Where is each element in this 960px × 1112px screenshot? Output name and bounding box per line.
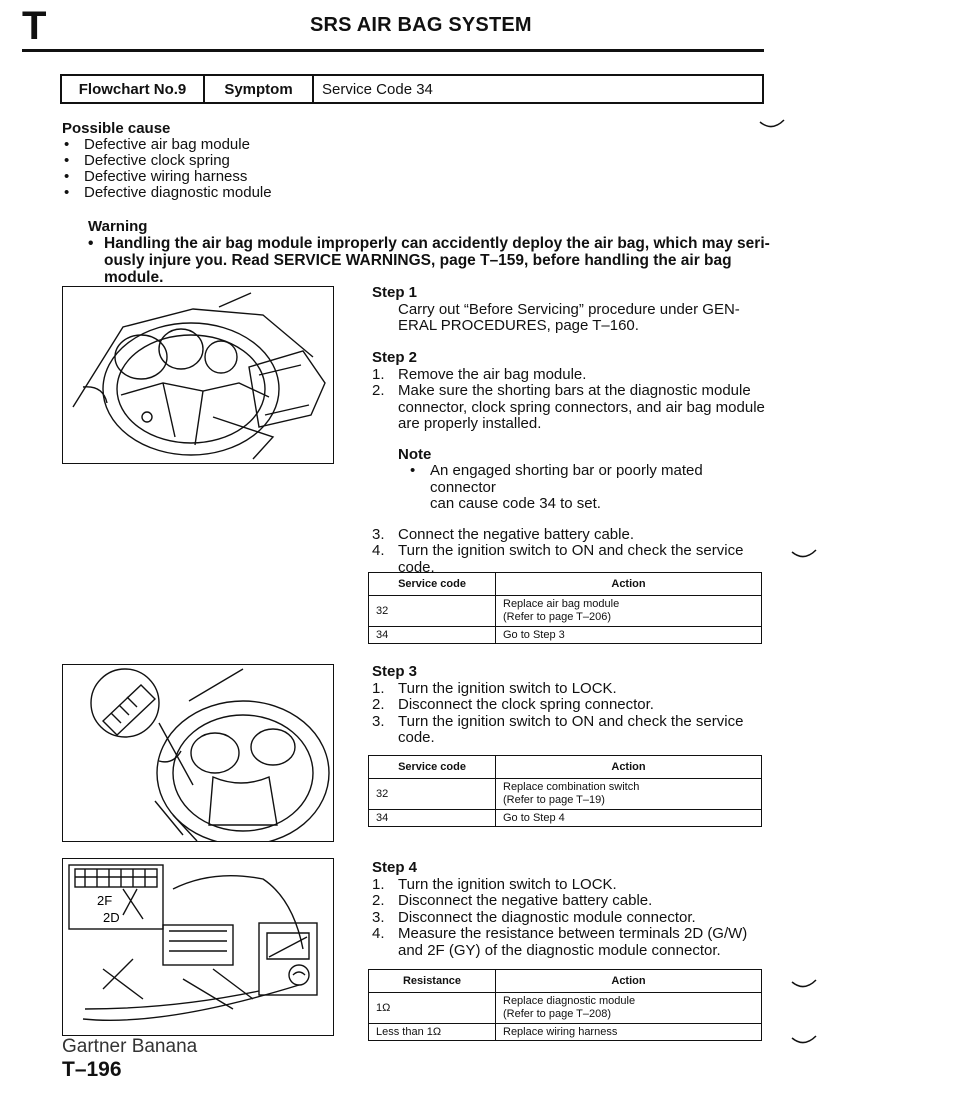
item-text: Turn the ignition switch to LOCK. [398, 875, 617, 893]
warning-text-line1: Handling the air bag module improperly can accidently deploy the air bag, which may seri- [104, 235, 770, 252]
step-4-resistance-table [368, 969, 762, 1041]
action-cell [496, 993, 762, 1024]
item-text: Turn the ignition switch to ON and check the service [398, 712, 744, 730]
service-code-cell: 34 [369, 810, 496, 827]
step-4-heading: Step 4 [372, 859, 418, 876]
step-4-item [372, 926, 772, 959]
step-4-item [372, 877, 772, 894]
table-header: Action [496, 970, 762, 993]
warning-heading: Warning [88, 218, 148, 235]
step-3-item [372, 697, 772, 714]
flowchart-number: Flowchart No.9 [62, 76, 205, 102]
item-number: 1. [372, 679, 385, 697]
note-line: can cause code 34 to set. [430, 495, 601, 512]
symptom-value: Service Code 34 [322, 80, 433, 98]
note-line: An engaged shorting bar or poorly mated connector [430, 462, 703, 496]
service-code-cell: 34 [369, 627, 496, 644]
terminal-2d-label: 2D [103, 910, 120, 925]
warning-section [88, 218, 778, 286]
item-text: connector, clock spring connectors, and air bag module [398, 398, 765, 416]
margin-mark [790, 978, 820, 992]
step-2-item [372, 383, 772, 433]
watermark-text: Gartner Banana [62, 1036, 198, 1057]
resistance-cell: 1Ω [369, 993, 496, 1024]
item-text: Remove the air bag module. [398, 365, 587, 383]
action-line: (Refer to page T–19) [503, 794, 605, 806]
cause-item: • Defective wiring harness [62, 169, 462, 185]
note-text [372, 463, 772, 513]
table-header: Resistance [369, 970, 496, 993]
item-number: 3. [372, 712, 385, 730]
step-4-item [372, 893, 772, 910]
item-text: Disconnect the clock spring connector. [398, 696, 654, 713]
action-cell [496, 596, 762, 627]
cause-item: • Defective clock spring [62, 153, 462, 169]
symptom-label: Symptom [205, 76, 314, 102]
service-code-cell: 32 [369, 596, 496, 627]
page-title: SRS AIR BAG SYSTEM [310, 14, 532, 36]
table-row [369, 596, 762, 627]
step-1-line1: Carry out “Before Servicing” procedure under GEN- [398, 300, 740, 318]
item-text: code. [398, 729, 435, 746]
action-cell [496, 779, 762, 810]
table-row [369, 779, 762, 810]
margin-mark [758, 118, 788, 132]
item-text: Measure the resistance between terminals 2D (G/W) [398, 925, 748, 942]
possible-cause-heading: Possible cause [62, 120, 171, 137]
item-text: Turn the ignition switch to ON and check the service [398, 542, 744, 559]
step-1-text [372, 302, 772, 335]
clock-spring-illustration [63, 665, 333, 841]
table-row [369, 993, 762, 1024]
flowchart-header-table [60, 74, 764, 104]
action-cell: Go to Step 4 [496, 810, 762, 827]
resistance-cell: Less than 1Ω [369, 1024, 496, 1041]
action-line: Replace combination switch [503, 781, 640, 793]
diagnostic-connector-illustration [63, 859, 333, 1035]
item-text: Disconnect the negative battery cable. [398, 892, 653, 909]
warning-text [88, 235, 778, 286]
possible-cause-section [62, 120, 462, 201]
table-row [369, 810, 762, 827]
cause-item: • Defective diagnostic module [62, 185, 462, 201]
item-text: Make sure the shorting bars at the diagnostic module [398, 382, 751, 399]
action-line: (Refer to page T–206) [503, 611, 612, 623]
page-number: T–196 [62, 1058, 122, 1081]
item-number: 1. [372, 365, 385, 383]
warning-text-line2: ously injure you. Read SERVICE WARNINGS, page T–159, before handling the air bag module. [104, 252, 732, 286]
item-number: 2. [372, 382, 385, 399]
item-text: and 2F (GY) of the diagnostic module connector. [398, 941, 721, 959]
item-text: code. [398, 558, 435, 576]
possible-cause-list [62, 137, 462, 201]
step-1 [372, 285, 772, 335]
item-number: 2. [372, 892, 385, 909]
item-number: 2. [372, 696, 385, 713]
action-cell: Go to Step 3 [496, 627, 762, 644]
item-number: 4. [372, 542, 385, 559]
step-3 [372, 664, 772, 747]
figure-airbag-module-removal [62, 286, 334, 464]
step-3-heading: Step 3 [372, 663, 418, 680]
action-line: Replace air bag module [503, 598, 620, 610]
item-text: Disconnect the diagnostic module connector. [398, 908, 696, 926]
step-2-item [372, 527, 772, 544]
item-text: Turn the ignition switch to LOCK. [398, 679, 617, 697]
table-header: Action [496, 573, 762, 596]
figure-clock-spring-connector [62, 664, 334, 842]
action-line: Replace diagnostic module [503, 995, 636, 1007]
item-text: Connect the negative battery cable. [398, 525, 634, 543]
step-3-service-code-table [368, 755, 762, 827]
table-row [369, 1024, 762, 1041]
header-rule [22, 49, 764, 52]
table-header: Action [496, 756, 762, 779]
table-header: Service code [369, 756, 496, 779]
step-2-service-code-table [368, 572, 762, 644]
item-number: 4. [372, 925, 385, 942]
section-letter: T [22, 4, 47, 48]
terminal-2f-label: 2F [97, 893, 113, 908]
margin-mark [790, 548, 820, 562]
step-2-heading: Step 2 [372, 349, 418, 366]
action-line: (Refer to page T–208) [503, 1008, 612, 1020]
step-4 [372, 860, 772, 959]
step-3-item [372, 681, 772, 698]
figure-diagnostic-connector-measurement [62, 858, 334, 1036]
table-row [369, 627, 762, 644]
margin-mark [790, 1034, 820, 1048]
step-2 [372, 350, 772, 576]
step-1-heading: Step 1 [372, 284, 418, 301]
table-header: Service code [369, 573, 496, 596]
service-code-cell: 32 [369, 779, 496, 810]
cause-item: • Defective air bag module [62, 137, 462, 153]
step-3-item [372, 714, 772, 747]
note-heading: Note [398, 445, 432, 463]
action-cell: Replace wiring harness [496, 1024, 762, 1041]
steering-wheel-illustration [63, 287, 333, 463]
step-4-item [372, 910, 772, 927]
step-1-line2: ERAL PROCEDURES, page T–160. [398, 317, 639, 334]
item-text: are properly installed. [398, 415, 542, 432]
item-number: 3. [372, 525, 385, 543]
item-number: 3. [372, 908, 385, 926]
step-2-item [372, 367, 772, 384]
item-number: 1. [372, 875, 385, 893]
